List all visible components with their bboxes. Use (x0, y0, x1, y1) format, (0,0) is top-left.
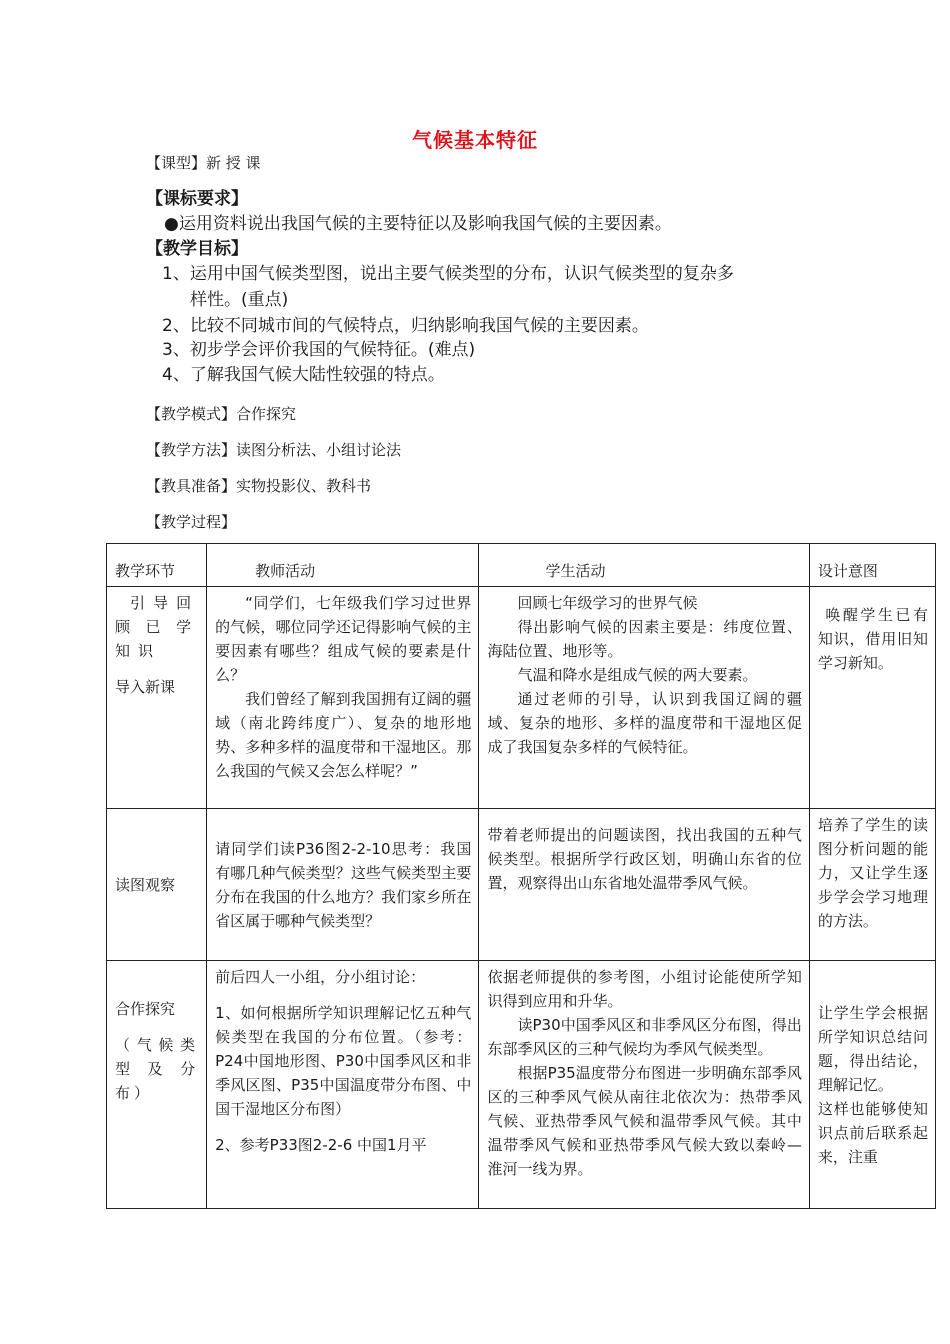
teaching-method: 【教学方法】读图分析法、小组讨论法 (146, 441, 402, 459)
objective-3: 3、初步学会评价我国的气候特征。(难点) (162, 340, 476, 360)
row-1-stage: 引导回顾已学知识 导入新课 (107, 587, 207, 809)
row-2-stage: 读图观察 (107, 809, 207, 961)
row-2-student: 带着老师提出的问题读图，找出我国的五种气候类型。根据所学行政区划，明确山东省的位置，观察得出山东省地处温带季风气候。 (479, 809, 809, 961)
row-3-stage: 合作探究 （气候类型及分布） (107, 961, 207, 1209)
row-1-student: 回顾七年级学习的世界气候 得出影响气候的因素主要是：纬度位置、海陆位置、地形等。 气温和降水是组成气候的两大要素。 通过老师的引导，认识到我国辽阔的疆域、复杂的地形、多样的温度带和干湿地区促成了我国复杂多样的气候特征。 (479, 587, 809, 809)
course-type: 【课型】新 授 课 (146, 154, 261, 172)
objective-1-cont: 样性。(重点) (190, 290, 289, 310)
table-header-row (107, 544, 936, 587)
table-row (107, 587, 936, 809)
row-3-intent: 让学生学会根据所学知识总结问题，得出结论，理解记忆。 这样也能够使知识点前后联系起来，注重 (809, 961, 935, 1209)
row-1-teacher: “同学们，七年级我们学习过世界的气候，哪位同学还记得影响气候的主要因素有哪些？组成气候的要素是什么？ 我们曾经了解到我国拥有辽阔的疆域（南北跨纬度广）、复杂的地形地势、多种多样的温度带和干湿地区。那么我国的气候又会怎么样呢？” (207, 587, 479, 809)
row-2-teacher: 请同学们读P36图2-2-10思考：我国有哪几种气候类型？这些气候类型主要分布在我国的什么地方？我们家乡所在省区属于哪种气候类型？ (207, 809, 479, 961)
teaching-process-heading: 【教学过程】 (146, 513, 237, 531)
objective-2: 2、比较不同城市间的气候特点，归纳影响我国气候的主要因素。 (162, 316, 649, 336)
row-2-intent: 培养了学生的读图分析问题的能力，又让学生逐步学会学习地理的方法。 (809, 809, 935, 961)
header-student: 学生活动 (479, 544, 809, 587)
standard-heading: 【课标要求】 (146, 189, 248, 209)
teaching-mode: 【教学模式】合作探究 (146, 405, 297, 423)
header-stage: 教学环节 (107, 544, 207, 587)
standard-item: ●运用资料说出我国气候的主要特征以及影响我国气候的主要因素。 (164, 214, 672, 234)
document-title: 气候基本特征 (412, 128, 538, 152)
teaching-process-table (106, 543, 936, 1209)
row-3-teacher: 前后四人一小组，分小组讨论： 1、如何根据所学知识理解记忆五种气候类型在我国的分布位置。（参考：P24中国地形图、P30中国季风区和非季风区图、P35中国温度带分布图、中国干湿地区分布图） 2、参考P33图2-2-6 中国1月平 (207, 961, 479, 1209)
row-1-intent: 唤醒学生已有知识，借用旧知学习新知。 (809, 587, 935, 809)
objective-1: 1、运用中国气候类型图，说出主要气候类型的分布，认识气候类型的复杂多 (162, 264, 734, 284)
objective-4: 4、了解我国气候大陆性较强的特点。 (162, 365, 445, 385)
teaching-tools: 【教具准备】实物投影仪、教科书 (146, 477, 372, 495)
table-row (107, 809, 936, 961)
table-row (107, 961, 936, 1209)
header-intent: 设计意图 (809, 544, 935, 587)
objectives-heading: 【教学目标】 (146, 239, 248, 259)
header-teacher: 教师活动 (207, 544, 479, 587)
row-3-student: 依据老师提供的参考图，小组讨论能使所学知识得到应用和升华。 读P30中国季风区和非季风区分布图，得出东部季风区的三种气候均为季风气候类型。 根据P35温度带分布图进一步明确东部季风区的三种季风气候从南往北依次为：热带季风气候、亚热带季风气候和温带季风气候。其中温带季风气候和亚热带季风气候大致以秦岭—淮河一线为界。 (479, 961, 809, 1209)
